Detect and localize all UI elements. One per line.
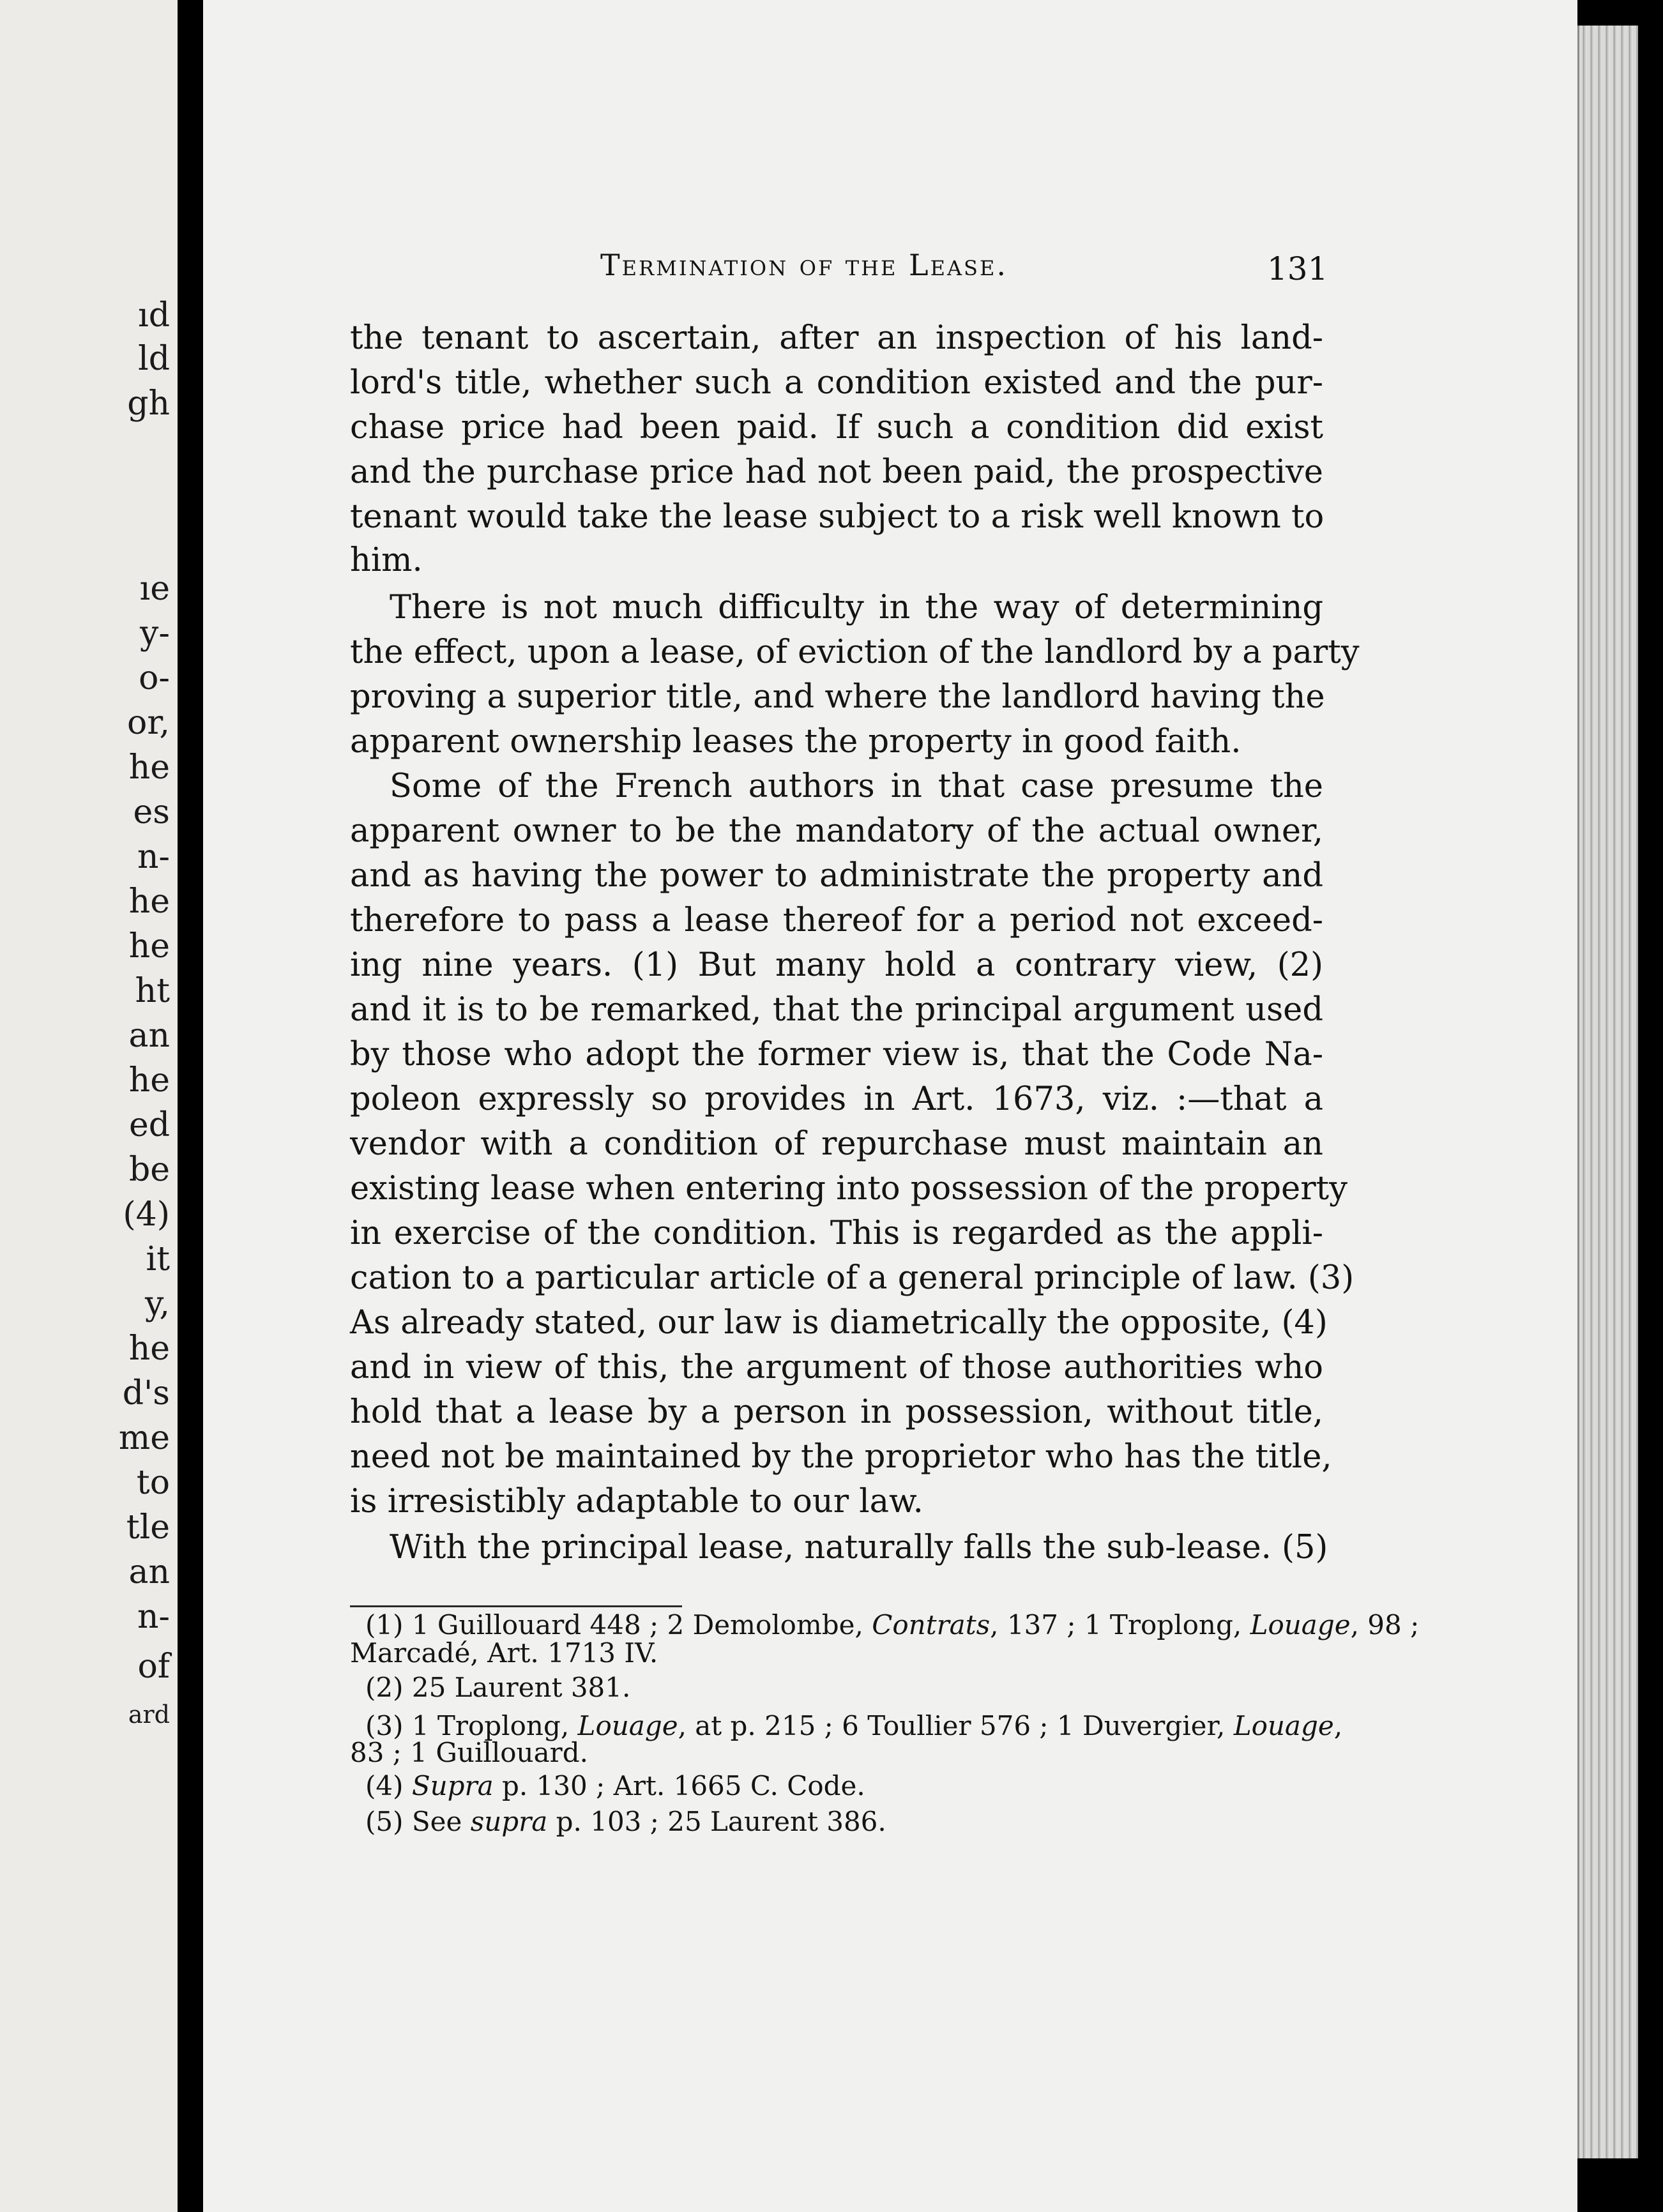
footnote-2: (2) 25 Laurent 381.: [365, 1672, 631, 1703]
footnote-text: (5) See: [365, 1806, 471, 1837]
body-text: [350, 0, 1420, 2212]
left-page-fragment: be: [128, 1151, 170, 1189]
text-line: proving a superior title, and where the landlord having the: [350, 678, 1325, 716]
left-page-fragment: d's: [122, 1374, 170, 1413]
left-page-fragment: to: [136, 1464, 170, 1502]
text-line: As already stated, our law is diametrically the opposite, (4): [350, 1304, 1328, 1342]
text-line: and it is to be remarked, that the principal argument used: [350, 991, 1323, 1029]
text-line: in exercise of the condition. This is regarded as the appli-: [350, 1215, 1323, 1252]
text-line: With the principal lease, naturally falls the sub-lease. (5): [390, 1529, 1328, 1566]
left-page-fragment: tle: [126, 1508, 170, 1547]
left-page-fragment: ard: [128, 1701, 170, 1729]
footnote-text: , at p. 215 ; 6 Toullier 576 ; 1 Duvergier,: [678, 1710, 1234, 1741]
footnote-rule: [350, 1605, 682, 1607]
footnote-text: ,: [1333, 1710, 1343, 1741]
text-line: tenant would take the lease subject to a risk well known to: [350, 498, 1325, 536]
left-page-fragment: ht: [135, 972, 170, 1010]
left-facing-page: [0, 0, 178, 2212]
running-head: Termination of the Lease.: [600, 248, 1008, 282]
footnote-text: p. 130 ; Art. 1665 C. Code.: [493, 1770, 865, 1801]
left-page-fragment: me: [118, 1419, 170, 1457]
text-line: vendor with a condition of repurchase must maintain an: [350, 1125, 1323, 1163]
text-line: apparent ownership leases the property in good faith.: [350, 723, 1242, 761]
text-line: ing nine years. (1) But many hold a contrary view, (2): [350, 946, 1323, 984]
text-line: therefore to pass a lease thereof for a period not exceed-: [350, 902, 1323, 939]
text-line: the tenant to ascertain, after an inspection of his land-: [350, 319, 1323, 357]
left-page-fragment: (4): [123, 1195, 170, 1234]
text-line: the effect, upon a lease, of eviction of the landlord by a party: [350, 633, 1360, 671]
left-page-fragment: ed: [128, 1106, 170, 1144]
footnote-italic: Supra: [411, 1770, 494, 1801]
left-page-fragment: an: [128, 1017, 170, 1055]
footnote-3: [365, 1710, 1343, 1741]
footnote-italic: Louage: [1233, 1710, 1334, 1741]
text-line: and in view of this, the argument of those authorities who: [350, 1349, 1323, 1386]
text-line: is irresistibly adaptable to our law.: [350, 1483, 923, 1520]
footnote-1: [365, 1609, 1420, 1640]
left-page-fragment: o-: [139, 659, 170, 697]
footnote-1-line-2: Marcadé, Art. 1713 IV.: [350, 1637, 658, 1669]
left-page-fragment: ıd: [138, 296, 170, 335]
left-page-fragment: y,: [145, 1285, 170, 1323]
footnote-text: (3) 1 Troplong,: [365, 1710, 578, 1741]
text-line: There is not much difficulty in the way of determining: [390, 589, 1323, 626]
left-page-fragment: ld: [138, 340, 170, 378]
footnote-italic: Louage: [577, 1710, 678, 1741]
left-page-fragment: gh: [127, 384, 170, 423]
page-number: 131: [1267, 250, 1328, 287]
text-line: lord's title, whether such a condition existed and the pur-: [350, 364, 1323, 402]
left-page-fragment: y-: [140, 614, 170, 653]
left-page-fragment: he: [128, 883, 170, 921]
text-line: existing lease when entering into possession of the property: [350, 1170, 1348, 1208]
text-line: poleon expressly so provides in Art. 1673, viz. :—that a: [350, 1080, 1323, 1118]
text-line: hold that a lease by a person in possession, without title,: [350, 1393, 1323, 1431]
footnote-italic: Contrats: [872, 1609, 991, 1640]
footnote-3-line-2: 83 ; 1 Guillouard.: [350, 1737, 588, 1768]
text-line: apparent owner to be the mandatory of the actual owner,: [350, 812, 1323, 850]
left-page-fragment: n-: [137, 838, 170, 876]
left-page-fragment: an: [128, 1553, 170, 1591]
left-page-fragment: it: [146, 1240, 170, 1278]
left-page-fragment: he: [128, 927, 170, 966]
footnote-5: [365, 1808, 1323, 1835]
footnote-italic: Louage: [1250, 1609, 1351, 1640]
left-page-fragment: es: [133, 793, 170, 831]
text-line: and as having the power to administrate the property and: [350, 857, 1323, 895]
text-line: cation to a particular article of a general principle of law. (3): [350, 1259, 1355, 1297]
footnote-4: [365, 1770, 1323, 1801]
left-page-fragment: n-: [137, 1598, 170, 1636]
footnote-text: p. 103 ; 25 Laurent 386.: [547, 1806, 886, 1837]
page-edges: [1577, 26, 1638, 2158]
text-line: chase price had been paid. If such a condition did exist: [350, 409, 1323, 446]
left-page-fragment: of: [137, 1648, 170, 1686]
text-line: and the purchase price had not been paid, the prospective: [350, 453, 1323, 491]
text-line: by those who adopt the former view is, that the Code Na-: [350, 1036, 1323, 1073]
left-page-fragment: or,: [127, 704, 170, 742]
left-page-fragment: he: [128, 748, 170, 787]
footnote-italic: supra: [470, 1806, 548, 1837]
text-line: need not be maintained by the proprietor who has the title,: [350, 1438, 1332, 1476]
footnote-text: (1) 1 Guillouard 448 ; 2 Demolombe,: [365, 1609, 872, 1640]
left-page-fragment: ıe: [139, 570, 170, 608]
footnote-text: , 137 ; 1 Troplong,: [990, 1609, 1250, 1640]
text-line: Some of the French authors in that case presume the: [390, 768, 1323, 805]
left-page-fragment: he: [128, 1329, 170, 1368]
footnote-text: (4): [365, 1770, 412, 1801]
footnote-text: , 98 ;: [1350, 1609, 1420, 1640]
left-page-fragment: he: [128, 1061, 170, 1100]
text-line: him.: [350, 542, 423, 579]
